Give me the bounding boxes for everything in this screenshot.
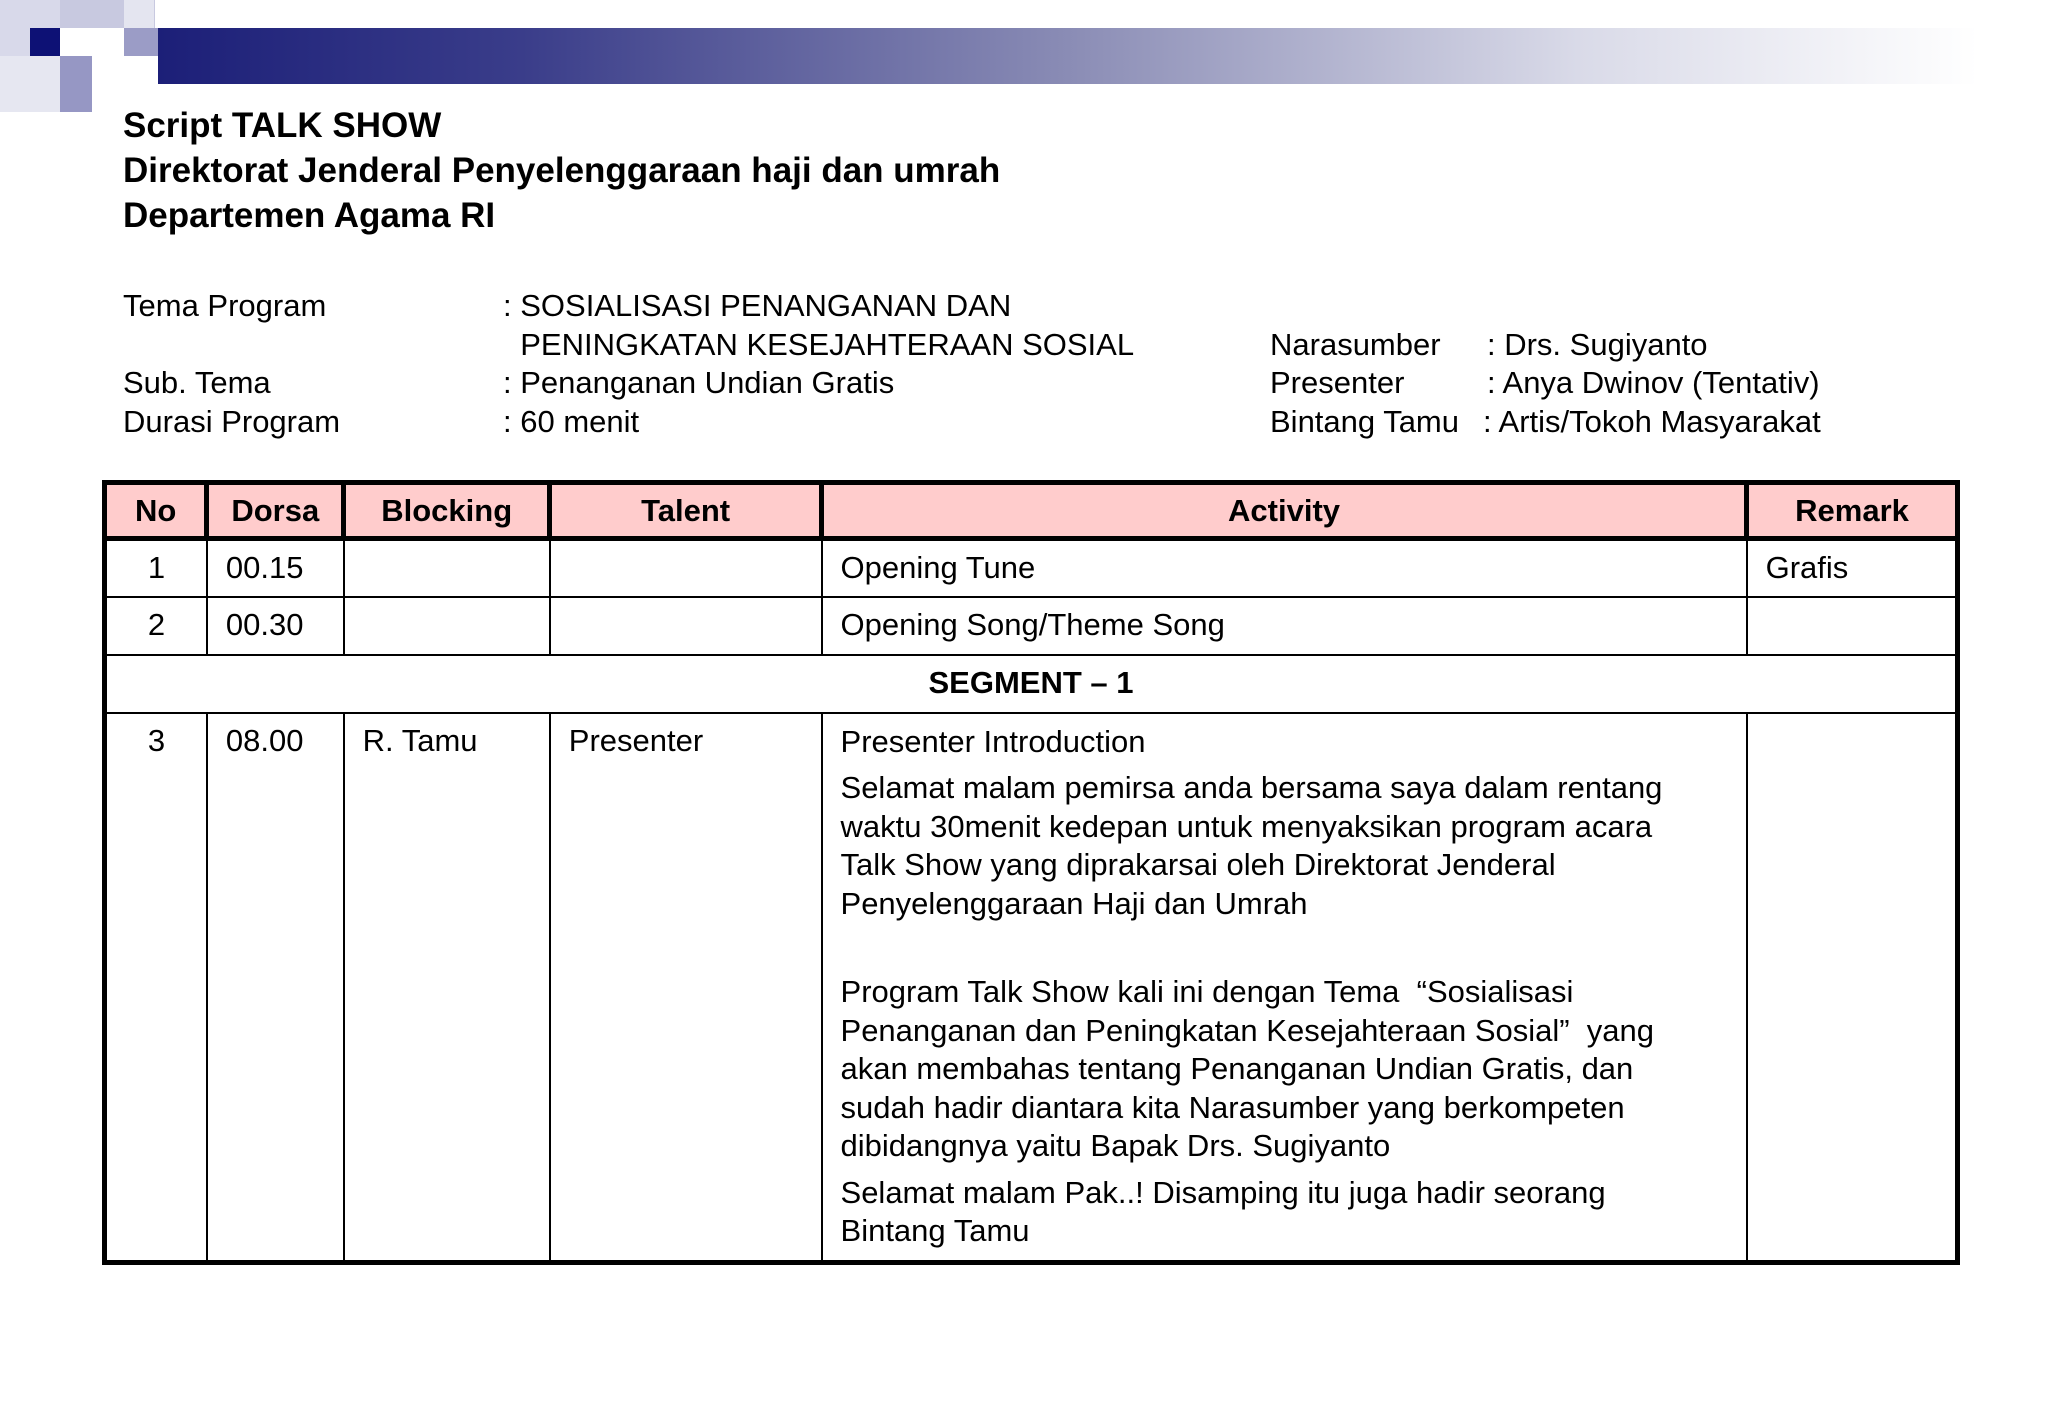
segment-row (105, 655, 1958, 713)
decor-square (124, 28, 158, 56)
title-line: Direktorat Jenderal Penyelenggaraan haji dan umrah (123, 151, 1001, 190)
cell-dorsa: 08.00 (207, 713, 344, 1263)
presenter-value: : Anya Dwinov (Tentativ) (1487, 365, 1820, 400)
cell-remark (1747, 597, 1958, 655)
cell-remark (1747, 713, 1958, 1263)
cell-no: 1 (105, 539, 207, 597)
activity-paragraph (841, 769, 1728, 923)
cell-no: 2 (105, 597, 207, 655)
activity-paragraph (841, 1174, 1728, 1251)
decor-square (124, 0, 154, 28)
narasumber-value: : Drs. Sugiyanto (1487, 326, 1708, 362)
title-line: Departemen Agama RI (123, 196, 496, 235)
bintang-label: Bintang Tamu (1270, 403, 1459, 439)
presenter-label: Presenter (1270, 365, 1405, 400)
tema-value-1: : SOSIALISASI PENANGANAN DAN (503, 288, 1012, 323)
cell-talent: Presenter (550, 713, 822, 1263)
gradient-bar (158, 28, 1978, 84)
tema-label: Tema Program (123, 288, 327, 323)
header-no: No (105, 483, 207, 539)
script-table (102, 480, 1960, 1265)
cell-blocking: R. Tamu (344, 713, 550, 1263)
decor-square (30, 28, 60, 56)
durasi-value: : 60 menit (503, 403, 640, 439)
decor-square (60, 56, 92, 112)
header-talent: Talent (550, 483, 822, 539)
cell-talent (550, 597, 822, 655)
table-header-row (105, 483, 1958, 539)
narasumber-label: Narasumber (1270, 326, 1441, 362)
text-line: Penyelenggaraan Haji dan Umrah (840, 885, 1308, 921)
text-line: Program Talk Show kali ini dengan Tema “Sosialisasi (840, 974, 1574, 1009)
activity-paragraph (841, 973, 1728, 1166)
table-row (105, 597, 1958, 655)
cell-dorsa: 00.30 (207, 597, 344, 655)
tema-value-2: PENINGKATAN KESEJAHTERAAN SOSIAL (503, 326, 1135, 362)
activity-title: Presenter Introduction (840, 723, 1146, 759)
text-line: akan membahas tentang Penanganan Undian Gratis, dan (840, 1051, 1634, 1086)
bintang-value: : Artis/Tokoh Masyarakat (1483, 403, 1821, 439)
cell-activity: Opening Tune (822, 539, 1747, 597)
header-activity: Activity (822, 483, 1747, 539)
text-line: Bintang Tamu (840, 1213, 1030, 1248)
subtema-label: Sub. Tema (123, 365, 271, 400)
cell-activity: Opening Song/Theme Song (822, 597, 1747, 655)
decor-square (0, 56, 60, 112)
text-line: waktu 30menit kedepan untuk menyaksikan program acara (840, 808, 1653, 844)
text-line: Selamat malam Pak..! Disamping itu juga hadir seorang (840, 1174, 1606, 1210)
subtema-value: : Penanganan Undian Gratis (503, 365, 895, 400)
table-row (105, 539, 1958, 597)
table-row (105, 713, 1958, 1263)
cell-no: 3 (105, 713, 207, 1263)
text-line: Selamat malam pemirsa anda bersama saya dalam rentang (840, 770, 1663, 805)
durasi-label: Durasi Program (123, 403, 341, 439)
segment-label: SEGMENT – 1 (105, 655, 1958, 713)
header-remark: Remark (1747, 483, 1958, 539)
cell-blocking (344, 539, 550, 597)
cell-blocking (344, 597, 550, 655)
title-line: Script TALK SHOW (123, 106, 442, 145)
text-line: Penanganan dan Peningkatan Kesejahteraan Sosial” yang (840, 1012, 1655, 1048)
header-dorsa: Dorsa (207, 483, 344, 539)
header-blocking: Blocking (344, 483, 550, 539)
cell-remark: Grafis (1747, 539, 1958, 597)
cell-dorsa: 00.15 (207, 539, 344, 597)
cell-talent (550, 539, 822, 597)
text-line: dibidangnya yaitu Bapak Drs. Sugiyanto (840, 1128, 1391, 1163)
text-line: Talk Show yang diprakarsai oleh Direktorat Jenderal (840, 847, 1556, 882)
text-line: sudah hadir diantara kita Narasumber yang berkompeten (840, 1089, 1625, 1125)
cell-activity (822, 713, 1747, 1263)
document-title (123, 103, 1000, 238)
